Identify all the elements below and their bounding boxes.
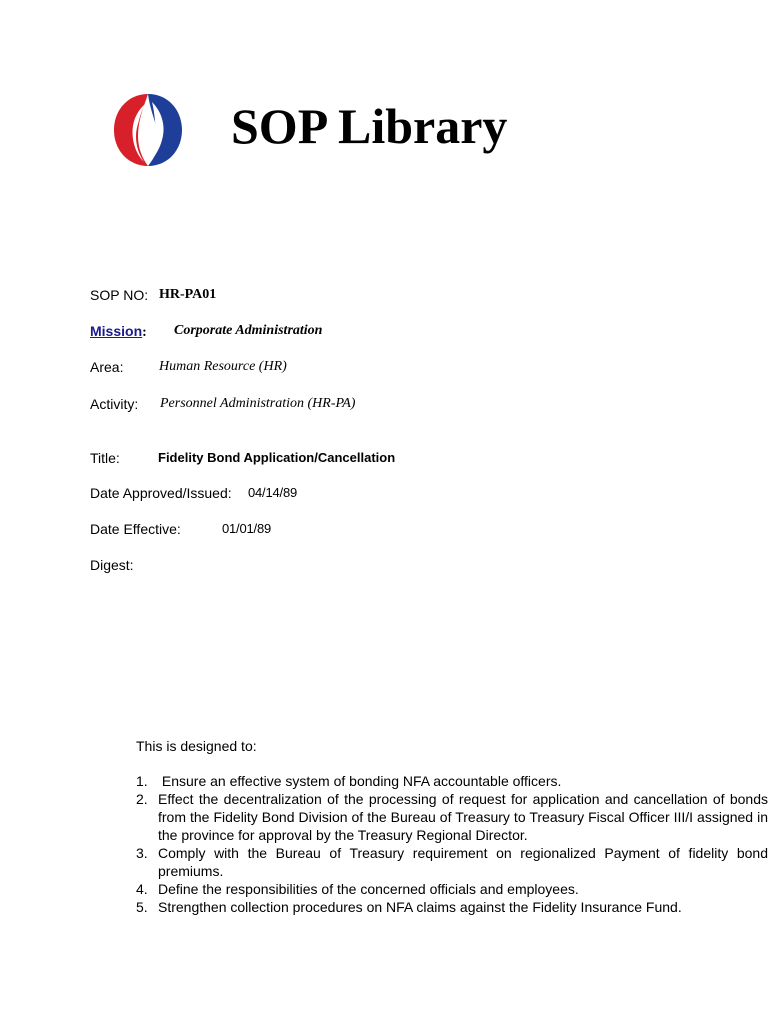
mission-value: Corporate Administration bbox=[174, 323, 323, 338]
area-value: Human Resource (HR) bbox=[159, 359, 287, 374]
mission-link[interactable]: Mission bbox=[90, 323, 143, 339]
list-item: 2. Effect the decentralization of the processing of request for application and cancellation of bonds from the Fidelity Bond Division of the Bureau of Treasury to Treasury Fiscal Officer III/I assigned in the province for approval by the Treasury Regional Director. bbox=[136, 791, 768, 843]
date-approved-row bbox=[90, 484, 298, 502]
date-effective-value: 01/01/89 bbox=[222, 521, 272, 536]
activity-label: Activity: bbox=[90, 396, 139, 412]
digest-label: Digest: bbox=[90, 557, 134, 573]
list-item: 1. Ensure an effective system of bonding NFA accountable officers. bbox=[136, 773, 562, 789]
area-row bbox=[90, 358, 287, 376]
date-effective-label: Date Effective: bbox=[90, 521, 181, 537]
date-effective-row bbox=[90, 520, 272, 538]
list-item: 3. Comply with the Bureau of Treasury requirement on regionalized Payment of fidelity bond premiums. bbox=[136, 845, 768, 879]
digest-list bbox=[136, 772, 768, 916]
date-approved-value: 04/14/89 bbox=[248, 485, 298, 500]
sop-no-label: SOP NO: bbox=[90, 287, 149, 303]
page-title: SOP Library bbox=[231, 98, 508, 154]
list-item: 5. Strengthen collection procedures on NFA claims against the Fidelity Insurance Fund. bbox=[136, 899, 682, 915]
title-value: Fidelity Bond Application/Cancellation bbox=[158, 450, 396, 465]
title-row bbox=[90, 449, 396, 467]
area-label: Area: bbox=[90, 359, 124, 375]
digest-row bbox=[90, 556, 134, 574]
activity-value: Personnel Administration (HR-PA) bbox=[160, 396, 356, 411]
list-item: 4. Define the responsibilities of the concerned officials and employees. bbox=[136, 881, 579, 897]
sop-no-row bbox=[90, 286, 217, 304]
digest-intro: This is designed to: bbox=[136, 738, 257, 754]
date-approved-label: Date Approved/Issued: bbox=[90, 485, 232, 501]
sop-logo-icon bbox=[112, 92, 184, 168]
mission-row bbox=[90, 322, 323, 342]
mission-colon: : bbox=[142, 325, 147, 340]
activity-row bbox=[90, 395, 356, 413]
title-label: Title: bbox=[90, 450, 120, 466]
sop-no-value: HR-PA01 bbox=[159, 287, 217, 302]
